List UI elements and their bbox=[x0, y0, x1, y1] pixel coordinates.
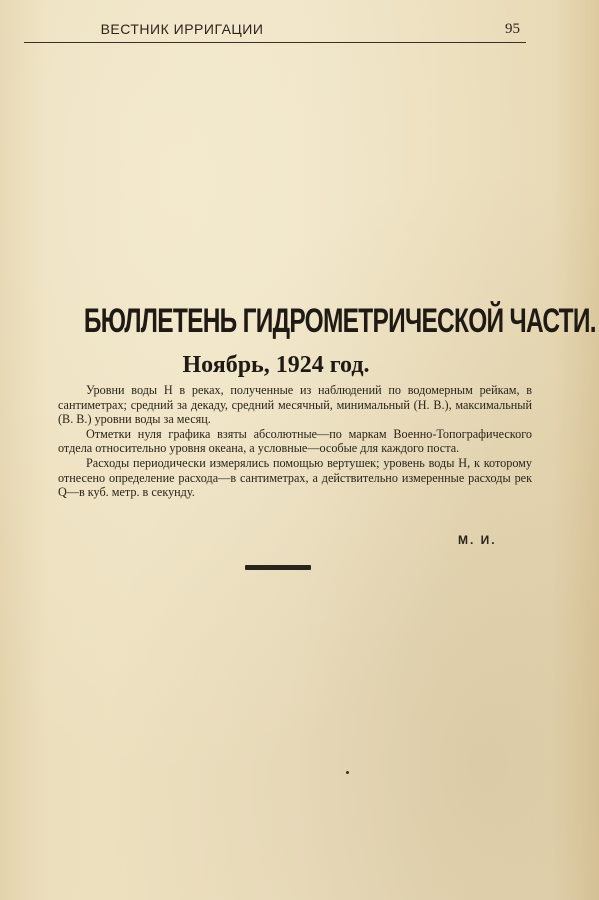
paragraph-gauge-marks: Отметки нуля графика взяты абсолютные—по маркам Военно-Топографического отдела относительно уровня океана, а условные—особые для каждого поста. bbox=[58, 426, 532, 456]
body-text bbox=[58, 383, 532, 500]
journal-title: ВЕСТНИК ИРРИГАЦИИ bbox=[100, 21, 264, 37]
section-divider bbox=[245, 565, 311, 570]
paragraph-water-levels: Уровни воды H в реках, полученные из наблюдений по водомерным рейкам, в сантиметрах; средний за декаду, средний месячный, минимальный (Н. В.), максимальный (В. В.) уровни воды за месяц. bbox=[58, 383, 532, 427]
paragraph-discharge: Расходы периодически измерялись помощью вертушек; уровень воды H, к которому отнесено определение расхода—в сантиметрах, а действительно измеренные расходы рек Q—в куб. метр. в секунду. bbox=[58, 455, 532, 500]
print-speck bbox=[346, 771, 349, 774]
author-signature: М. И. bbox=[458, 533, 497, 547]
running-header bbox=[24, 20, 526, 43]
bulletin-subtitle: Ноябрь, 1924 год. bbox=[182, 352, 370, 378]
page-number: 95 bbox=[505, 21, 520, 37]
bulletin-title: БЮЛЛЕТЕНЬ ГИДРОМЕТРИЧЕСКОЙ ЧАСТИ. bbox=[83, 302, 596, 340]
